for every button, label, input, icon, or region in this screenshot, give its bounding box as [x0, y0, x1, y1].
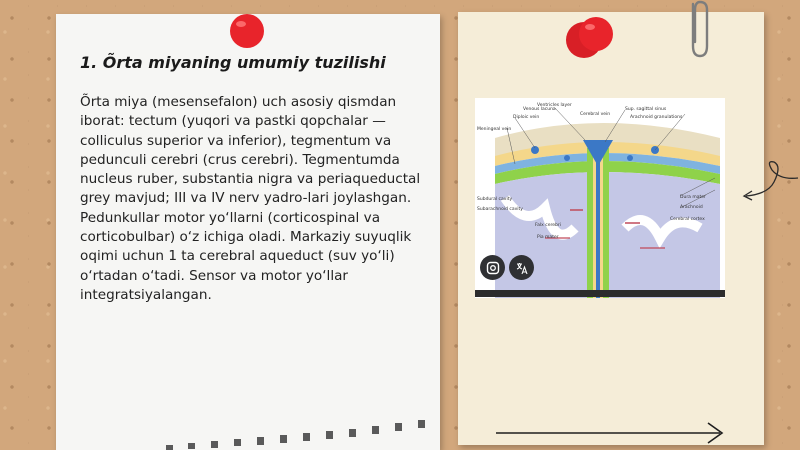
figure-bottom-bar [475, 290, 725, 297]
label-lower-left-3: Falx cerebri [535, 223, 561, 228]
brain-anatomy-figure[interactable] [475, 98, 725, 298]
label-left-3: Meningeal vein [477, 127, 512, 132]
label-lower-left-1: Subdural cavity [477, 197, 513, 202]
label-right-3: Cerebral cortex [670, 217, 705, 222]
label-left-2: Diploic vein [513, 115, 540, 120]
label-center-1: Cerebral vein [580, 112, 611, 117]
label-lower-left-4: Pia mater [537, 235, 559, 240]
translate-icon [515, 261, 529, 275]
torn-paper-edge [56, 408, 440, 450]
red-pin-icon [226, 10, 268, 52]
label-top-right-2: Arachnoid granulations [630, 115, 683, 120]
section-heading: 1. Õrta miyaning umumiy tuzilishi [80, 53, 386, 72]
label-right-1: Dura mater [680, 195, 706, 200]
lens-search-button[interactable] [480, 255, 505, 280]
label-left-1: Venous lacuna [523, 107, 556, 112]
label-lower-left-2: Subarachnoid cavity [477, 207, 523, 212]
translate-button[interactable] [509, 255, 534, 280]
label-right-2: Arachnoid [680, 205, 703, 210]
label-top-right-1: Sup. sagittal sinus [625, 107, 667, 112]
section-body-text: Õrta miya (mesensefalon) uch asosiy qismdan iborat: tectum (yuqori va pastki qopchalar — colliculus superior va inferior), tegmentum va pedunculi cerebri (crus cerebri). Tegmentumda nucleus ruber, substantia nigra va periaqueductal grey mavjud; III va IV nerv yadro-lari joylashgan. Pedunkullar motor yo‘llarni (corticospinal va corticobulbar) o‘z ichiga oladi. Markaziy suyuqlik oqimi uchun 1 ta cerebral aqueduct (suv yo‘li) o‘rtadan o‘tadi. Sensor va motor yo‘llar integratsiyalangan. [80, 94, 421, 303]
paper-clip-icon [683, 0, 715, 62]
red-pin-icon [560, 12, 620, 64]
lens-icon [486, 261, 500, 275]
label-top-center: Ventricles layer [537, 103, 572, 108]
curly-arrow-icon [740, 150, 800, 210]
next-arrow-icon[interactable] [494, 420, 726, 446]
